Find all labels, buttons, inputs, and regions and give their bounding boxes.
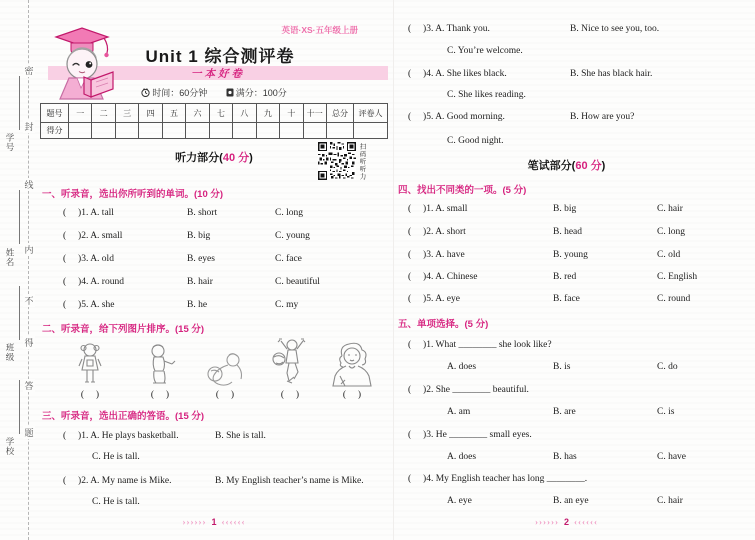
option-b: B. has [553, 452, 577, 462]
school-field-label: 学校 [5, 437, 15, 456]
written-title-post: ) [601, 160, 606, 172]
name-blank-line [19, 190, 20, 244]
option-c: C. English [657, 272, 698, 282]
picture-item-5 [330, 340, 374, 400]
option-b: B. young [553, 250, 588, 260]
seal-char: 密 [24, 66, 34, 76]
score-badge-icon [226, 88, 234, 97]
qr-code [318, 142, 356, 180]
option-b: B. face [553, 294, 580, 304]
score-table-score-row [41, 123, 388, 139]
option-a: A. am [447, 407, 471, 417]
option-c: C. round [657, 294, 691, 304]
score-col: 六 [186, 104, 209, 123]
option-b: B. How are you? [570, 112, 635, 122]
option-a: A. eye [435, 294, 460, 304]
s1-row-5 [63, 300, 298, 310]
score-col: 七 [209, 104, 232, 123]
banner-text: 一本好卷 [191, 67, 245, 80]
option-c: C. is [657, 407, 675, 417]
option-c: C. hair [657, 204, 683, 214]
picture-bracket: ( ) [342, 390, 362, 400]
seal-char: 不 [24, 296, 34, 306]
seal-char: 题 [24, 428, 34, 438]
option-a: A. round [90, 277, 124, 287]
option-c: C. Good night. [447, 136, 504, 146]
curly-hair-woman-illustration [331, 340, 373, 388]
answer-bracket: ( )2. [63, 231, 89, 241]
footer-arrows-left: ›››››› [535, 517, 559, 527]
time-chunk [141, 88, 210, 98]
footer-arrows-right: ‹‹‹‹‹‹ [221, 517, 246, 527]
picture-item-1 [68, 342, 112, 400]
option-b: B. She is tall. [215, 431, 266, 441]
school-blank-line [19, 380, 20, 434]
option-b: B. short [187, 208, 218, 218]
option-c: C. She likes reading. [447, 90, 526, 100]
picture-bracket: ( ) [80, 390, 100, 400]
picture-item-3 [203, 352, 247, 400]
option-c: C. He is tall. [92, 497, 140, 507]
option-a: A. short [435, 227, 466, 237]
answer-bracket: ( )3. [408, 24, 434, 34]
listening-title-post: ) [249, 152, 253, 164]
listening-score: 40 分 [222, 152, 250, 164]
option-c: C. old [657, 250, 681, 260]
answer-bracket: ( )4. [408, 69, 434, 79]
footer-arrows-right: ‹‹‹‹‹‹ [574, 517, 598, 527]
option-c: C. do [657, 362, 678, 372]
score-table [40, 103, 388, 139]
answer-bracket: ( )1. [63, 431, 89, 441]
section1-heading: 一、听录音，选出你所听到的单词。(10 分) [42, 189, 224, 200]
picture-item-4 [268, 335, 312, 400]
score-col: 一 [69, 104, 92, 123]
option-c: C. He is tall. [92, 452, 140, 462]
page2-footer [398, 517, 735, 527]
s4-row-3 [408, 250, 680, 260]
score-chunk [226, 88, 287, 98]
basketball-player-illustration [270, 335, 310, 388]
option-b: B. big [187, 231, 211, 241]
answer-bracket: ( )2. [63, 476, 89, 486]
option-c: C. beautiful [275, 277, 320, 287]
s3-row-2 [63, 476, 364, 486]
answer-bracket: ( )3. [63, 254, 89, 264]
s3-row-1 [63, 431, 266, 441]
footer-arrows-left: ›››››› [182, 517, 207, 527]
s1-row-1 [63, 208, 303, 218]
seal-char: 线 [24, 180, 34, 190]
option-c: C. You’re welcome. [447, 46, 523, 56]
score-col: 总分 [327, 104, 354, 123]
answer-bracket: ( )3. [408, 250, 434, 260]
student-id-blank-line [19, 76, 20, 130]
s4-row-2 [408, 227, 685, 237]
s1-row-3 [63, 254, 302, 264]
score-col: 十 [280, 104, 303, 123]
option-c: C. my [275, 300, 299, 310]
score-col: 十一 [303, 104, 326, 123]
seal-char: 得 [24, 338, 34, 348]
class-blank-line [19, 286, 20, 340]
s1-row-2 [63, 231, 310, 241]
written-title-pre: 笔试部分( [527, 160, 576, 172]
listening-title-pre: 听力部分( [175, 152, 223, 164]
option-a: A. He plays basketball. [90, 431, 179, 441]
page-title: Unit 1 综合测评卷 [145, 47, 295, 66]
s3-row-3 [408, 24, 659, 34]
option-b: B. is [553, 362, 571, 372]
option-a: A. she [90, 300, 115, 310]
option-b: B. red [553, 272, 577, 282]
section5-heading: 五、单项选择。(5 分) [398, 319, 489, 330]
answer-bracket: ( )4. [408, 272, 434, 282]
section4-heading: 四、找出不同类的一项。(5 分) [398, 185, 527, 196]
s3-row-4 [408, 69, 652, 79]
name-field-label: 姓名 [5, 248, 15, 267]
page-number-1: 1 [211, 517, 217, 527]
answer-bracket: ( )5. [408, 294, 434, 304]
s5-options-4 [447, 496, 683, 506]
option-a: A. old [90, 254, 114, 264]
option-a: A. My name is Mike. [90, 476, 172, 486]
option-a: A. She likes black. [435, 69, 507, 79]
section3-heading: 三、听录音，选出正确的答语。(15 分) [42, 411, 205, 422]
option-a: A. small [435, 204, 468, 214]
score-col: 二 [92, 104, 115, 123]
option-a: A. have [435, 250, 465, 260]
answer-bracket: ( )2. [408, 227, 434, 237]
option-a: A. eye [447, 496, 472, 506]
option-b: B. She has black hair. [570, 69, 653, 79]
option-b: B. Nice to see you, too. [570, 24, 660, 34]
option-c: C. long [275, 208, 303, 218]
picture-bracket: ( ) [215, 390, 235, 400]
score-table-header-row [41, 104, 388, 123]
option-c: C. hair [657, 496, 683, 506]
page-number-2: 2 [563, 517, 569, 527]
option-c: C. face [275, 254, 302, 264]
option-b: B. eyes [187, 254, 215, 264]
score-row-label: 得分 [41, 123, 69, 139]
score-col: 评卷人 [354, 104, 388, 123]
class-field-label: 班级 [5, 343, 15, 362]
student-id-field-label: 学号 [5, 133, 15, 152]
option-b: B. he [187, 300, 208, 310]
option-a: A. small [90, 231, 123, 241]
picture-bracket: ( ) [150, 390, 170, 400]
score-col: 题号 [41, 104, 69, 123]
option-b: B. hair [187, 277, 213, 287]
score-col: 九 [256, 104, 279, 123]
seal-char: 内 [24, 245, 34, 255]
option-b: B. are [553, 407, 576, 417]
option-c: C. have [657, 452, 687, 462]
option-b: B. an eye [553, 496, 589, 506]
written-part-title [398, 157, 735, 173]
answer-bracket: ( )5. [63, 300, 89, 310]
old-man-with-ball-illustration [203, 352, 247, 388]
answer-bracket: ( )1. [63, 208, 89, 218]
option-a: A. tall [90, 208, 114, 218]
s5-options-1 [447, 362, 678, 372]
option-b: B. My English teacher’s name is Mike. [215, 476, 364, 486]
score-col: 五 [162, 104, 185, 123]
answer-bracket: ( )1. [408, 204, 434, 214]
time-score-line [38, 86, 390, 99]
edition-label: 英语·XS·五年级上册 [281, 25, 358, 35]
s5-stem-3: ( )3. He ________ small eyes. [408, 430, 532, 440]
seal-char: 封 [24, 122, 34, 132]
picture-bracket: ( ) [280, 390, 300, 400]
section2-heading: 二、听录音，给下列图片排序。(15 分) [42, 324, 205, 335]
girl-standing-illustration [75, 342, 105, 388]
score-col: 四 [139, 104, 162, 123]
s5-stem-4: ( )4. My English teacher has long ________. [408, 474, 588, 484]
page1-footer [38, 517, 390, 527]
option-a: A. does [447, 452, 477, 462]
answer-bracket: ( )4. [63, 277, 89, 287]
clock-icon [141, 88, 150, 97]
s5-options-2 [447, 407, 674, 417]
answer-bracket: ( )5. [408, 112, 434, 122]
qr-caption: 扫码听听力 [358, 143, 366, 181]
score-col: 八 [233, 104, 256, 123]
picture-item-2 [138, 342, 182, 400]
option-b: B. head [553, 227, 583, 237]
option-b: B. big [553, 204, 577, 214]
s4-row-5 [408, 294, 690, 304]
seal-dashed-line [28, 0, 29, 540]
option-c: C. long [657, 227, 685, 237]
s4-row-4 [408, 272, 697, 282]
s3-row-5 [408, 112, 634, 122]
page-fold-divider [393, 0, 394, 540]
s4-row-1 [408, 204, 683, 214]
option-a: A. Thank you. [435, 24, 490, 34]
seal-char: 答 [24, 381, 34, 391]
option-c: C. young [275, 231, 310, 241]
score-col: 三 [115, 104, 138, 123]
option-a: A. Chinese [435, 272, 478, 282]
s5-options-3 [447, 452, 686, 462]
time-label: 时间：60分钟 [152, 88, 208, 98]
s5-stem-1: ( )1. What ________ she look like? [408, 340, 552, 350]
full-score-label: 满分：100分 [235, 88, 287, 98]
option-a: A. does [447, 362, 477, 372]
option-a: A. Good morning. [435, 112, 505, 122]
s5-stem-2: ( )2. She ________ beautiful. [408, 385, 529, 395]
s1-row-4 [63, 277, 320, 287]
written-score: 60 分 [575, 160, 602, 172]
boy-crouching-illustration [143, 342, 177, 388]
